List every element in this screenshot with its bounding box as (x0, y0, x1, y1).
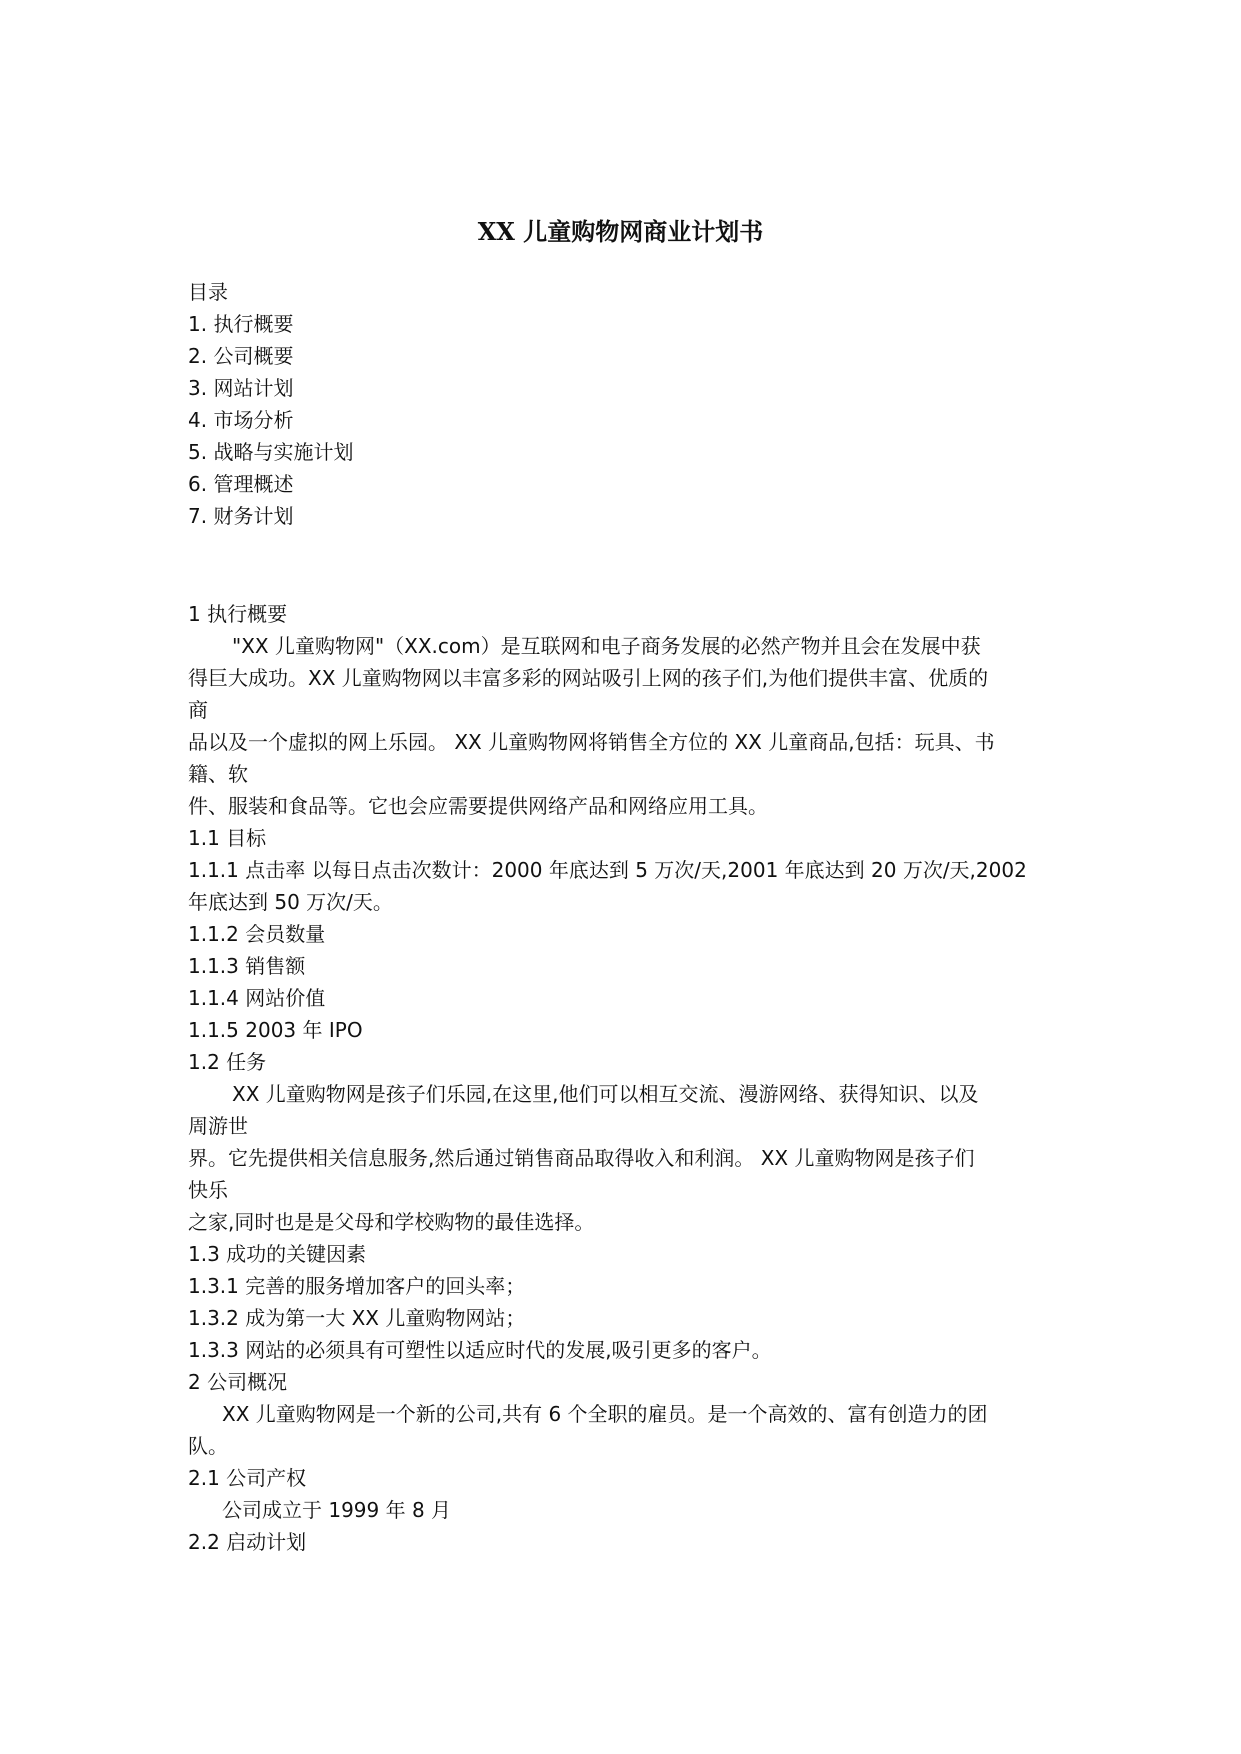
section-heading: 2.2 启动计划 (188, 1530, 307, 1554)
section-heading: 1.1.5 2003 年 IPO (188, 1018, 363, 1042)
toc-item: 4. 市场分析 (188, 408, 294, 432)
section-heading: 1.3.3 网站的必须具有可塑性以适应时代的发展,吸引更多的客户。 (188, 1338, 772, 1362)
paragraph-line: XX 儿童购物网是一个新的公司,共有 6 个全职的雇员。是一个高效的、富有创造力的团 (222, 1402, 988, 1426)
section-heading: 2.1 公司产权 (188, 1466, 307, 1490)
toc-heading: 目录 (188, 280, 228, 304)
section-heading: 1.3.1 完善的服务增加客户的回头率； (188, 1274, 526, 1298)
paragraph-line: 品以及一个虚拟的网上乐园。 XX 儿童购物网将销售全方位的 XX 儿童商品,包括：玩具、书 (188, 730, 995, 754)
section-heading: 1.1.3 销售额 (188, 954, 306, 978)
paragraph-line: 得巨大成功。XX 儿童购物网以丰富多彩的网站吸引上网的孩子们,为他们提供丰富、优质的 (188, 666, 989, 690)
paragraph-line: 队。 (188, 1434, 228, 1458)
section-heading: 2 公司概况 (188, 1370, 288, 1394)
paragraph-line: 商 (188, 698, 208, 722)
toc-item: 1. 执行概要 (188, 312, 294, 336)
paragraph-line: 周游世 (188, 1114, 248, 1138)
section-heading: 1 执行概要 (188, 602, 288, 626)
document-title: XX 儿童购物网商业计划书 (477, 217, 764, 246)
paragraph-line: 年底达到 50 万次/天。 (188, 890, 393, 914)
section-heading: 1.1.4 网站价值 (188, 986, 326, 1010)
section-heading: 1.1.2 会员数量 (188, 922, 326, 946)
paragraph-line: 件、服装和食品等。它也会应需要提供网络产品和网络应用工具。 (188, 794, 768, 818)
section-heading: 1.3 成功的关键因素 (188, 1242, 367, 1266)
section-heading: 1.2 任务 (188, 1050, 267, 1074)
paragraph-line: 界。它先提供相关信息服务,然后通过销售商品取得收入和利润。 XX 儿童购物网是孩子们 (188, 1146, 975, 1170)
paragraph-line: 1.1.1 点击率 以每日点击次数计：2000 年底达到 5 万次/天,2001 年底达到 20 万次/天,2002 (188, 858, 1027, 882)
section-heading: 1.3.2 成为第一大 XX 儿童购物网站； (188, 1306, 526, 1330)
toc-item: 6. 管理概述 (188, 472, 294, 496)
paragraph-line: 之家,同时也是是父母和学校购物的最佳选择。 (188, 1210, 595, 1234)
toc-item: 3. 网站计划 (188, 376, 294, 400)
section-heading: 1.1 目标 (188, 826, 267, 850)
paragraph-line: XX 儿童购物网是孩子们乐园,在这里,他们可以相互交流、漫游网络、获得知识、以及 (232, 1082, 979, 1106)
paragraph-line: "XX 儿童购物网"（XX.com）是互联网和电子商务发展的必然产物并且会在发展中获 (232, 634, 981, 658)
toc-item: 7. 财务计划 (188, 504, 294, 528)
paragraph-line: 公司成立于 1999 年 8 月 (222, 1498, 452, 1522)
paragraph-line: 快乐 (188, 1178, 228, 1202)
toc-item: 5. 战略与实施计划 (188, 440, 354, 464)
paragraph-line: 籍、软 (188, 762, 248, 786)
toc-item: 2. 公司概要 (188, 344, 294, 368)
